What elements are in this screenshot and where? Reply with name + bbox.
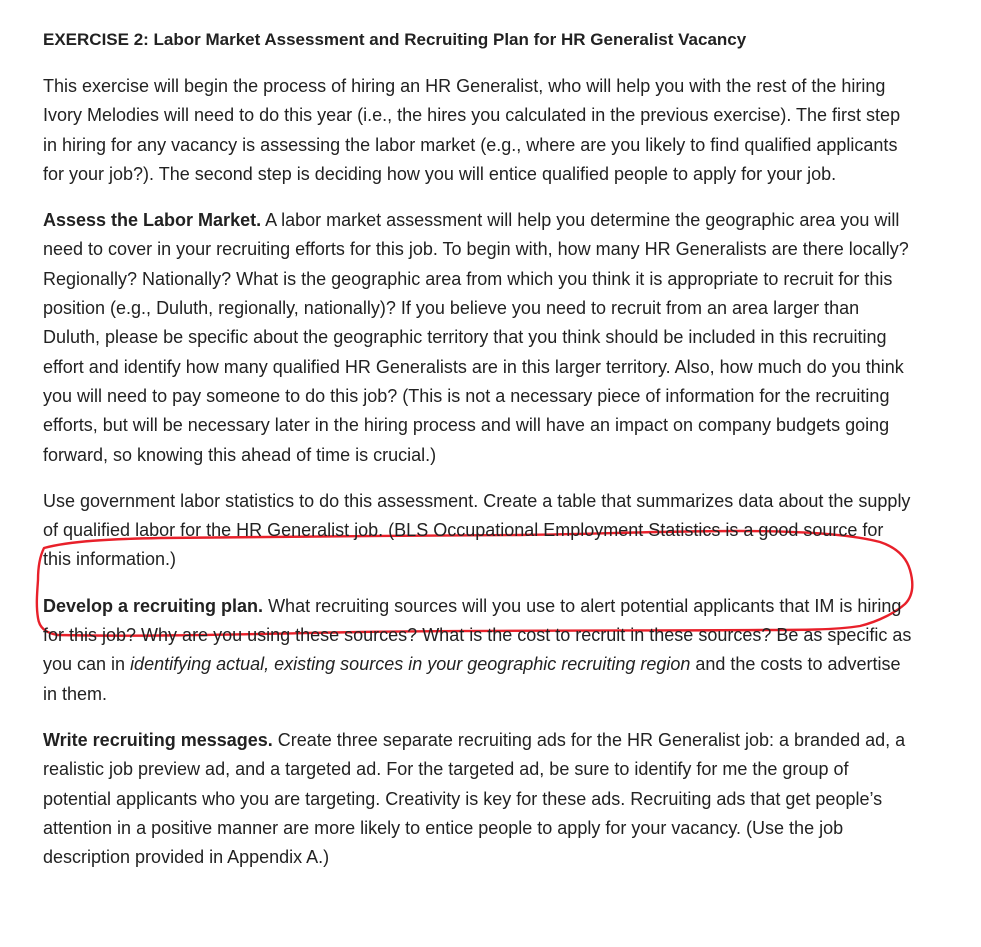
recruiting-plan-paragraph bbox=[43, 592, 913, 709]
recruiting-plan-body-italic: identifying actual, existing sources in your geographic recruiting region bbox=[130, 654, 691, 675]
exercise-document bbox=[43, 26, 913, 889]
assess-labor-market-paragraph bbox=[43, 206, 913, 470]
assess-labor-market-body: A labor market assessment will help you determine the geographic area you will need to cover in your recruiting efforts for this job. To begin with, how many HR Generalists are there locally? Regionally? Nationally? What is the geographic area from which you think it is appropriate to recruit for this position (e.g., Duluth, regionally, nationally)? If you believe you need to recruit from an area larger than Duluth, please be specific about the geographic territory that you think should be included in this recruiting effort and identify how many qualified HR Generalists are in this larger territory. Also, how much do you think you will need to pay someone to do this job? (This is not a necessary piece of information for the recruiting efforts, but will be necessary later in the hiring process and will have an impact on company budgets going forward, so knowing this ahead of time is crucial.) bbox=[43, 210, 909, 465]
recruiting-plan-heading: Develop a recruiting plan. bbox=[43, 595, 264, 616]
exercise-title: EXERCISE 2: Labor Market Assessment and Recruiting Plan for HR Generalist Vacancy bbox=[43, 30, 747, 49]
recruiting-messages-paragraph bbox=[43, 726, 913, 872]
intro-paragraph: This exercise will begin the process of hiring an HR Generalist, who will help you with the rest of the hiring Ivory Melodies will need to do this year (i.e., the hires you calculated in the previous exercise). The first step in hiring for any vacancy is assessing the labor market (e.g., where are you likely to find qualified applicants for your job?). The second step is deciding how you will entice qualified people to apply for your job. bbox=[43, 76, 901, 184]
recruiting-messages-heading: Write recruiting messages. bbox=[43, 729, 273, 750]
recruiting-plan-body-start: What recruiting sources will you use to alert potential applicants that IM is hiring for this job? Why are you using these sources? What is the cost to recruit in these sources? Be as specific as you can in bbox=[43, 595, 912, 675]
recruiting-plan-body-end: and the costs to advertise in them. bbox=[43, 654, 901, 704]
government-statistics-paragraph: Use government labor statistics to do this assessment. Create a table that summarizes data about the supply of qualified labor for the HR Generalist job. (BLS Occupational Employment Statistics is a good source for this information.) bbox=[43, 490, 911, 570]
assess-labor-market-heading: Assess the Labor Market. bbox=[43, 210, 262, 231]
recruiting-messages-body: Create three separate recruiting ads for the HR Generalist job: a branded ad, a realistic job preview ad, and a targeted ad. For the targeted ad, be sure to identify for me the group of potential applicants who you are targeting. Creativity is key for these ads. Recruiting ads that get people’s attention in a positive manner are more likely to entice people to apply for your vacancy. (Use the job description provided in Appendix A.) bbox=[43, 729, 906, 868]
